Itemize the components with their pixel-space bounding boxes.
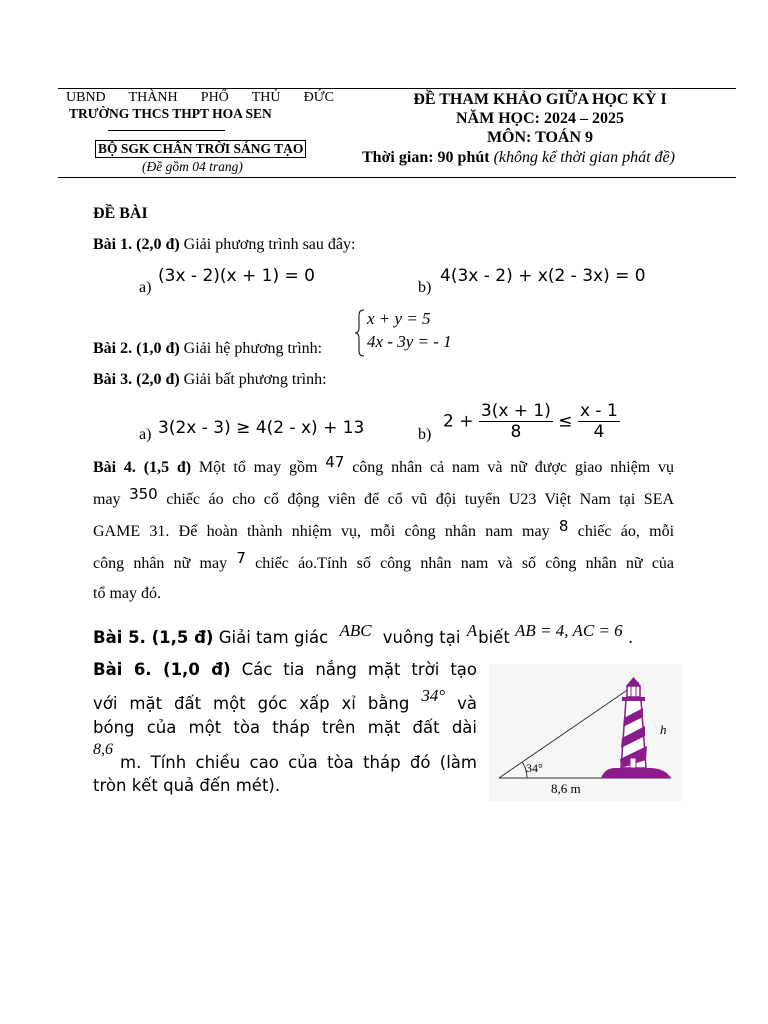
bai3-b-fraction1: [479, 401, 553, 442]
bai4-n350: 350: [129, 485, 158, 503]
lighthouse-roof: [626, 677, 641, 686]
bai5-condition: AB = 4, AC = 6: [515, 621, 623, 640]
bai3-label: Bài 3. (2,0 đ): [93, 371, 180, 388]
bai6-text-1: Các tia nắng mặt trời tạo: [241, 660, 477, 679]
lighthouse-door: [630, 758, 636, 768]
bai3-text: Giải bất phương trình:: [183, 371, 327, 388]
bai3-b-num1: 3(x + 1): [480, 401, 551, 421]
bai5-line: [93, 621, 634, 648]
section-title: ĐỀ BÀI: [93, 205, 148, 222]
header-left-book-box: BỘ SGK CHÂN TRỜI SÁNG TẠO: [95, 140, 306, 158]
bai5-text-2: vuông tại: [382, 628, 461, 647]
bai5-text-3: biết: [478, 628, 510, 647]
bai3-b-num2: x - 1: [579, 401, 618, 421]
bai4-n47: 47: [325, 453, 345, 471]
bai4-text-3a: GAME 31. Để hoàn thành nhiệm vụ, mỗi công nhân nam may: [93, 523, 550, 540]
figure-base-label: 8,6 m: [551, 781, 581, 796]
bai6-length: 8,6: [93, 741, 113, 758]
header-time-bold: Thời gian: 90 phút: [362, 149, 490, 166]
bai4-n8: 8: [558, 517, 569, 535]
bai6-line3: bóng của một tòa tháp trên mặt đất dài: [93, 718, 477, 737]
bai3-b-label: b): [418, 426, 432, 443]
header-left-underline: [108, 130, 225, 131]
bai4-text-4b: chiếc áo.Tính số công nhân nam và số công nhân nữ của: [255, 555, 675, 572]
header-left-pages: (Đề gồm 04 trang): [142, 159, 243, 174]
bai6-label: Bài 6. (1,0 đ): [93, 660, 231, 679]
bai4-text-3b: chiếc áo, mỗi: [577, 523, 675, 540]
bai2-eq1: x + y = 5: [367, 309, 431, 328]
bai6-text-2b: và: [457, 694, 478, 713]
bai1-label: Bài 1. (2,0 đ): [93, 236, 180, 253]
lighthouse-base: [601, 768, 671, 778]
bai4-line1: [93, 453, 674, 477]
header-time-italic: (không kể thời gian phát đề): [493, 149, 675, 166]
bai3-a-label: a): [139, 426, 152, 443]
bai6-line5: tròn kết quả đến mét).: [93, 776, 281, 795]
header-left-line1: UBND THÀNH PHỐ THỦ ĐỨC: [66, 90, 334, 105]
bai5-dot: .: [627, 628, 634, 647]
bai1-text: Giải phương trình sau đây:: [183, 236, 356, 253]
bai4-text-1b: công nhân cả nam và nữ được giao nhiệm vụ: [352, 459, 674, 476]
bai6-text-2a: với mặt đất một góc xấp xỉ bằng: [93, 694, 410, 713]
bai6-line2: [93, 686, 478, 714]
bai2-text: Giải hệ phương trình:: [183, 340, 323, 357]
bai1-a-label: a): [139, 279, 152, 296]
bai4-text-1a: Một tổ may gồm: [198, 459, 318, 476]
bai2-eq2: 4x - 3y = - 1: [367, 332, 452, 351]
bai1-b-equation: 4(3x - 2) + x(2 - 3x) = 0: [440, 266, 646, 286]
bai4-line5: tổ may đó.: [93, 585, 161, 602]
figure-angle-label: 34°: [526, 761, 543, 775]
header-right-time: [362, 149, 675, 167]
bai4-line4: [93, 549, 675, 573]
bai4-n7: 7: [236, 549, 246, 567]
bai3-b-left: 2 +: [443, 411, 474, 432]
bai4-line3: [93, 517, 675, 541]
bai1-b-label: b): [418, 279, 432, 296]
lighthouse-figure: [489, 664, 682, 801]
bai1-line: [93, 236, 355, 254]
bai3-a-inequality: 3(2x - 3) ≥ 4(2 - x) + 13: [158, 418, 365, 438]
bai4-text-4a: công nhân nữ may: [93, 555, 228, 572]
bai4-line2: [93, 485, 675, 509]
bai5-label: Bài 5. (1,5 đ): [93, 628, 214, 647]
bai3-b-den1: 8: [510, 422, 522, 442]
header-top-rule: [58, 88, 736, 89]
header-right-year: NĂM HỌC: 2024 – 2025: [456, 110, 624, 127]
header-right-title: ĐỀ THAM KHẢO GIỮA HỌC KỲ I: [413, 91, 667, 108]
bai5-text-1: Giải tam giác: [218, 628, 329, 647]
lighthouse-lantern: [627, 686, 640, 697]
sun-ray-line: [499, 682, 639, 778]
bai3-b-fraction2: [578, 401, 620, 442]
bai4-label: Bài 4. (1,5 đ): [93, 459, 192, 476]
bai6-line4: m. Tính chiều cao của tòa tháp đó (làm: [120, 753, 477, 772]
bai3-line: [93, 371, 327, 389]
bai4-text-2b: chiếc áo cho cổ động viên để cổ vũ đội tuyển U23 Việt Nam tại SEA: [166, 491, 675, 508]
bai2-system-brace: [354, 309, 366, 357]
bai1-a-equation: (3x - 2)(x + 1) = 0: [158, 266, 315, 286]
lighthouse-figure-svg: [489, 664, 682, 801]
bai3-b-inequality: [443, 401, 620, 442]
bai5-abc: ABC: [339, 621, 372, 640]
header-left-school: TRƯỜNG THCS THPT HOA SEN: [69, 106, 272, 121]
bai6-line1: [93, 660, 477, 679]
bai6-angle: 34°: [421, 686, 446, 705]
header-bottom-rule: [58, 177, 736, 178]
bai3-b-sign: ≤: [558, 411, 573, 432]
header-right-subject: MÔN: TOÁN 9: [486, 129, 594, 146]
bai2-line: [93, 340, 322, 358]
bai2-label: Bài 2. (1,0 đ): [93, 340, 180, 357]
bai4-text-2a: may: [93, 491, 121, 508]
bai3-b-den2: 4: [593, 422, 605, 442]
bai5-a: A: [466, 621, 478, 640]
figure-height-label: h: [660, 722, 667, 737]
